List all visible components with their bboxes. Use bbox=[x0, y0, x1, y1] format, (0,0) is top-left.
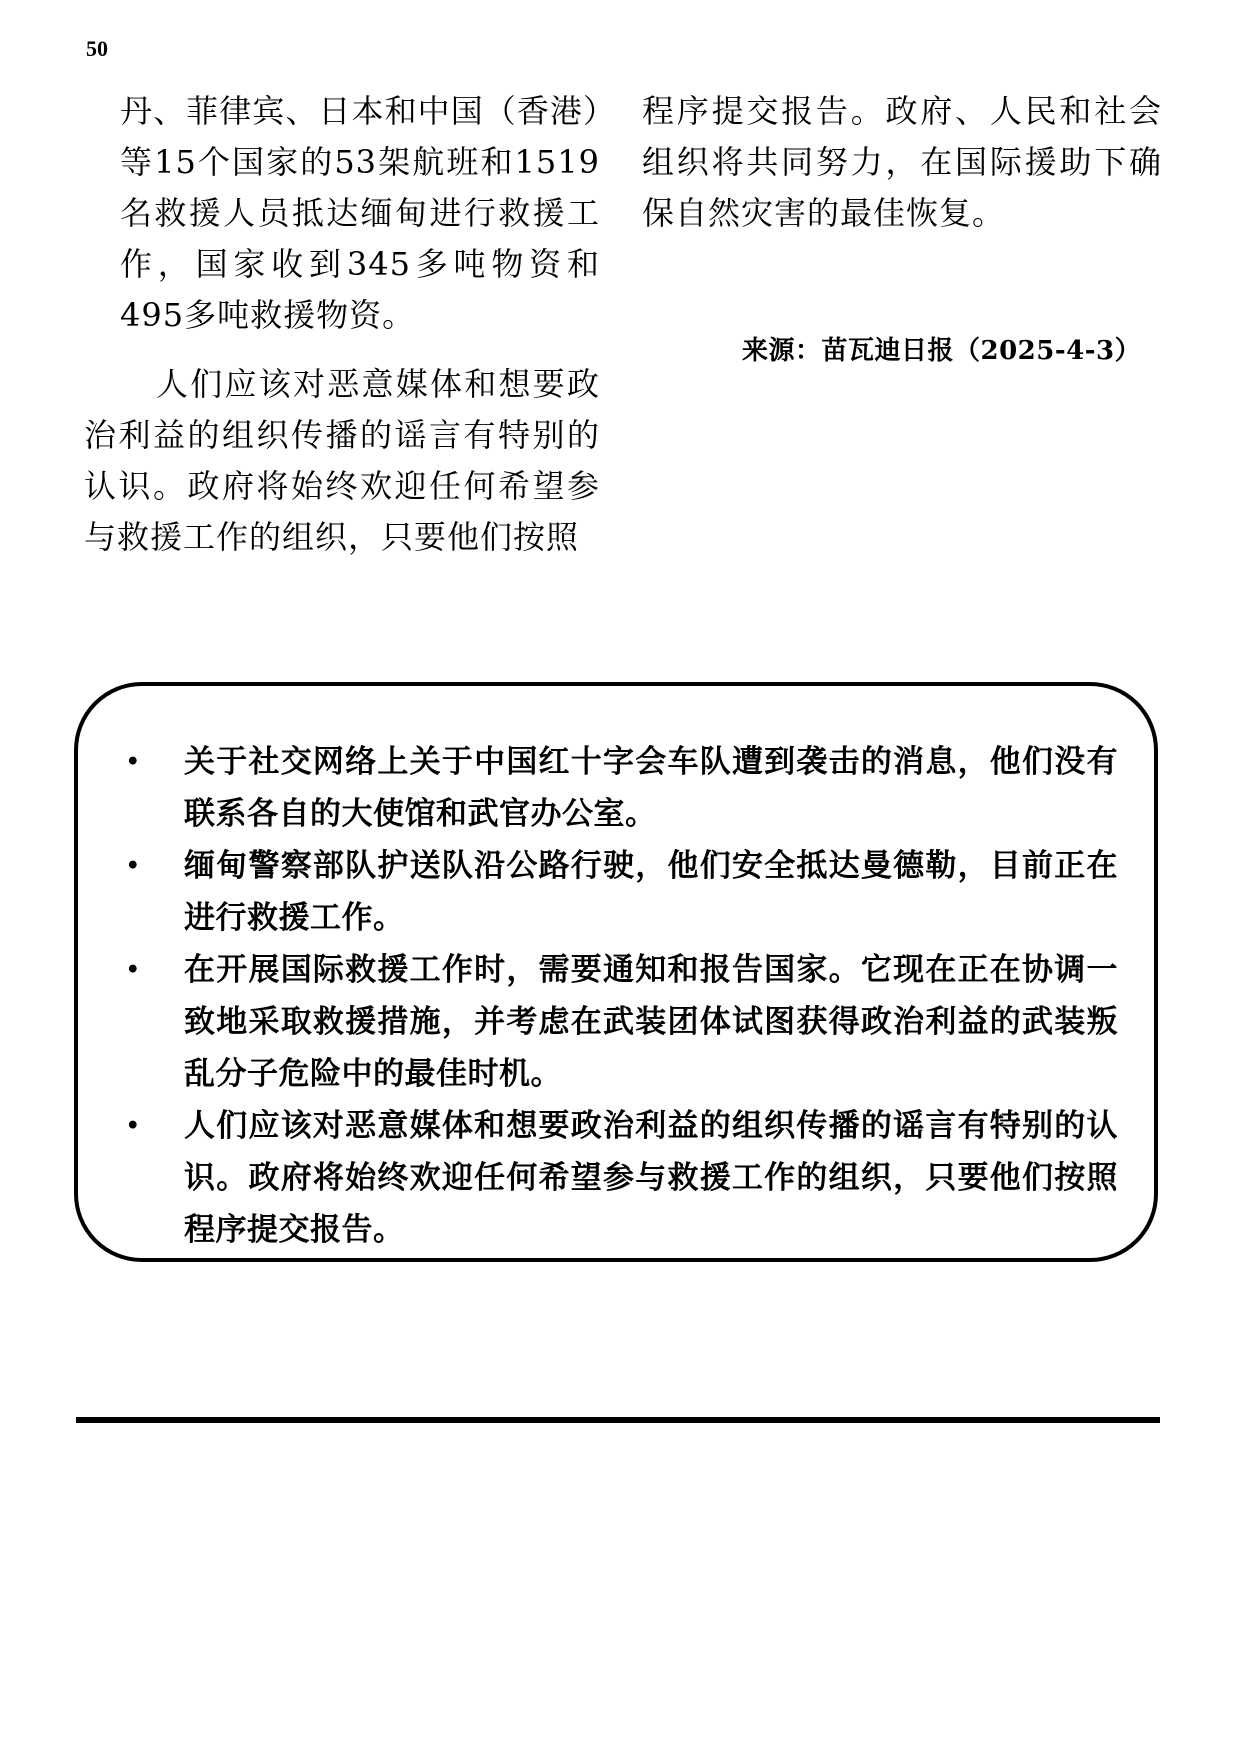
bullet-icon: • bbox=[125, 1113, 141, 1139]
summary-item-text: 关于社交网络上关于中国红十字会车队遭到袭击的消息，他们没有联系各自的大使馆和武官办公室。 bbox=[184, 744, 1118, 832]
article-paragraph: 人们应该对恶意媒体和想要政治利益的组织传播的谣言有特别的认识。政府将始终欢迎任何希望参与救援工作的组织，只要他们按照 bbox=[84, 365, 600, 556]
bullet-icon: • bbox=[125, 749, 141, 775]
bottom-divider bbox=[76, 1417, 1160, 1423]
summary-box bbox=[74, 682, 1158, 1262]
summary-item-text: 在开展国际救援工作时，需要通知和报告国家。它现在正在协调一致地采取救援措施，并考虑在武装团体试图获得政治利益的武装叛乱分子危险中的最佳时机。 bbox=[184, 952, 1118, 1092]
article-source: 来源：苗瓦迪日报（2025-4-3） bbox=[742, 336, 1142, 366]
article-left-column bbox=[84, 86, 600, 563]
summary-item bbox=[118, 944, 1118, 1100]
article-right-column bbox=[642, 86, 1162, 239]
bullet-icon: • bbox=[125, 957, 141, 983]
bullet-icon: • bbox=[125, 853, 141, 879]
article-paragraph: 程序提交报告。政府、人民和社会组织将共同努力，在国际援助下确保自然灾害的最佳恢复。 bbox=[642, 92, 1162, 232]
summary-item-text: 人们应该对恶意媒体和想要政治利益的组织传播的谣言有特别的认识。政府将始终欢迎任何希望参与救援工作的组织，只要他们按照程序提交报告。 bbox=[184, 1108, 1118, 1248]
summary-item bbox=[118, 1100, 1118, 1256]
summary-item bbox=[118, 736, 1118, 840]
summary-item bbox=[118, 840, 1118, 944]
summary-list bbox=[118, 736, 1118, 1256]
summary-item-text: 缅甸警察部队护送队沿公路行驶，他们安全抵达曼德勒，目前正在进行救援工作。 bbox=[184, 848, 1118, 936]
article-paragraph: 丹、菲律宾、日本和中国（香港）等15个国家的53架航班和1519名救援人员抵达缅甸进行救援工作，国家收到345多吨物资和495多吨救援物资。 bbox=[120, 92, 600, 334]
page-number: 50 bbox=[86, 36, 108, 61]
